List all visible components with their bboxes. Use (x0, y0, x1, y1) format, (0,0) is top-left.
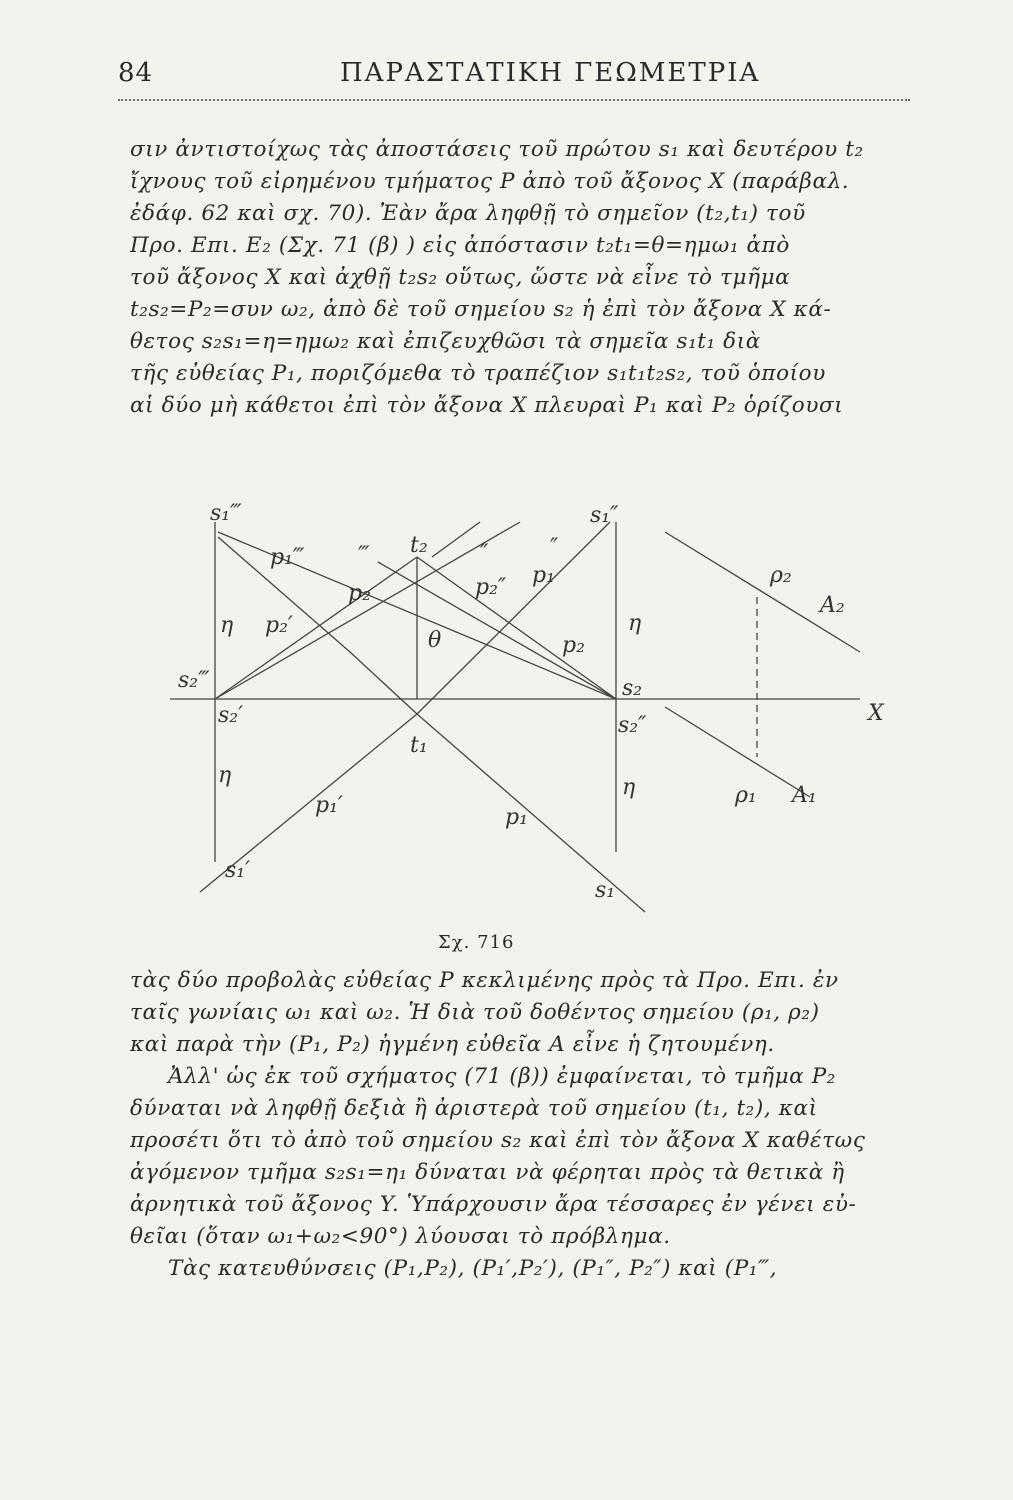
label-s1-bottom: s₁ (595, 878, 616, 903)
label-rho2: ρ₂ (770, 563, 792, 588)
text-line: Ἀλλ' ὡς ἐκ τοῦ σχήματος (71 (β)) ἐμφαίνεται, τὸ τμῆμα P₂ (168, 1064, 837, 1090)
label-A2: A₂ (820, 593, 845, 618)
text-line: σιν ἀντιστοίχως τὰς ἀποστάσεις τοῦ πρώτου s₁ καὶ δευτέρου t₂ (130, 137, 864, 163)
figure-caption: Σχ. 716 (438, 932, 515, 953)
label-s2-right: s₂ (622, 676, 643, 701)
label-theta: θ (428, 628, 442, 653)
label-t2: t₂ (410, 533, 428, 558)
label-p1-double: p₁ (532, 563, 555, 588)
page-header (118, 58, 908, 96)
line-short (432, 522, 480, 557)
label-p1-bottom: p₁ (505, 805, 528, 830)
figure-drawing (170, 482, 890, 922)
label-eta-left-bottom: η (218, 763, 232, 788)
line-A2 (665, 532, 860, 652)
label-p2-prime: p₂′ (265, 613, 293, 638)
label-X: X (868, 701, 884, 726)
label-s2-triple: s₂‴ (178, 668, 210, 693)
text-line: t₂s₂=P₂=συν ω₂, ἀπὸ δὲ τοῦ σημείου s₂ ἡ ἐπὶ τὸν ἄξονα X κά- (130, 297, 832, 323)
label-double-prime-a: ″ (480, 541, 489, 566)
text-line: ἀρνητικὰ τοῦ ἄξονος Y. Ὑπάρχουσιν ἄρα τέσσαρες ἐν γένει εὐ- (130, 1192, 857, 1218)
text-line: καὶ παρὰ τὴν (P₁, P₂) ἠγμένη εὐθεῖα A εἶνε ἡ ζητουμένη. (130, 1032, 775, 1058)
label-p2-left: p₂ (348, 581, 371, 606)
line-p1-triple-b (350, 652, 417, 714)
text-line: δύναται νὰ ληφθῇ δεξιὰ ἢ ἀριστερὰ τοῦ σημείου (t₁, t₂), καὶ (130, 1096, 818, 1122)
label-rho1: ρ₁ (735, 783, 757, 808)
label-eta-right-top: η (628, 611, 642, 636)
text-line: τοῦ ἄξονος X καὶ ἀχθῇ t₂s₂ οὕτως, ὥστε νὰ εἶνε τὸ τμῆμα (130, 265, 791, 291)
text-line: Προ. Επι. E₂ (Σχ. 71 (β) ) εἰς ἀπόστασιν t₂t₁=θ=ημω₁ ἀπὸ (130, 233, 790, 259)
text-line: τὰς δύο προβολὰς εὐθείας P κεκλιμένης πρὸς τὰ Προ. Επι. ἐν (130, 968, 839, 994)
label-p2-double: p₂″ (475, 575, 507, 600)
label-double-prime-b: ″ (550, 535, 559, 560)
text-line: ἐδάφ. 62 καὶ σχ. 70). Ἐὰν ἄρα ληφθῇ τὸ σημεῖον (t₂,t₁) τοῦ (130, 201, 806, 227)
label-s1-triple: s₁‴ (210, 501, 242, 526)
label-eta-left-top: η (220, 613, 234, 638)
label-p2-mid: p₂ (562, 633, 585, 658)
text-line: ἀγόμενον τμῆμα s₂s₁=η₁ δύναται νὰ φέρηται πρὸς τὰ θετικὰ ἢ (130, 1160, 845, 1186)
label-t1: t₁ (410, 733, 428, 758)
label-triple-prime: ‴ (358, 543, 370, 568)
geometry-figure (170, 482, 890, 922)
label-s1-prime: s₁′ (225, 858, 251, 883)
label-s2-prime: s₂′ (218, 703, 244, 728)
text-line: προσέτι ὅτι τὸ ἀπὸ τοῦ σημείου s₂ καὶ ἐπὶ τὸν ἄξονα X καθέτως (130, 1128, 866, 1154)
text-line: αἱ δύο μὴ κάθετοι ἐπὶ τὸν ἄξονα X πλευραὶ P₁ καὶ P₂ ὁρίζουσι (130, 393, 844, 419)
label-s2-double: s₂″ (618, 713, 647, 738)
text-line: Τὰς κατευθύνσεις (P₁,P₂), (P₁′,P₂′), (P₁″, P₂″) καὶ (P₁‴, (168, 1256, 778, 1282)
label-p1-triple: p₁‴ (270, 545, 305, 570)
text-line: θεῖαι (ὅταν ω₁+ω₂<90°) λύουσαι τὸ πρόβλημα. (130, 1224, 671, 1250)
text-line: ταῖς γωνίαις ω₁ καὶ ω₂. Ἡ διὰ τοῦ δοθέντος σημείου (ρ₁, ρ₂) (130, 1000, 820, 1026)
label-s1-double: s₁″ (590, 503, 619, 528)
paragraph-bottom (130, 965, 910, 1285)
text-line: ἴχνους τοῦ εἰρημένου τμήματος P ἀπὸ τοῦ ἄξονος X (παράβαλ. (130, 169, 850, 195)
text-line: θετος s₂s₁=η=ημω₂ καὶ ἐπιζευχθῶσι τὰ σημεῖα s₁t₁ διὰ (130, 329, 761, 355)
line-left-to-t2 (215, 557, 417, 699)
line-t1-to-s1-double (417, 522, 610, 714)
running-title: ΠΑΡΑΣΤΑΤΙΚΗ ΓΕΩΜΕΤΡΙΑ (340, 58, 761, 88)
paragraph-top (130, 134, 910, 422)
text-line: τῆς εὐθείας P₁, ποριζόμεθα τὸ τραπέζιον s₁t₁t₂s₂, τοῦ ὁποίου (130, 361, 826, 387)
label-p1-prime: p₁′ (315, 793, 343, 818)
label-A1: A₁ (792, 783, 817, 808)
label-eta-right-bottom: η (622, 775, 636, 800)
page-number: 84 (118, 58, 154, 88)
header-rule (118, 99, 910, 101)
